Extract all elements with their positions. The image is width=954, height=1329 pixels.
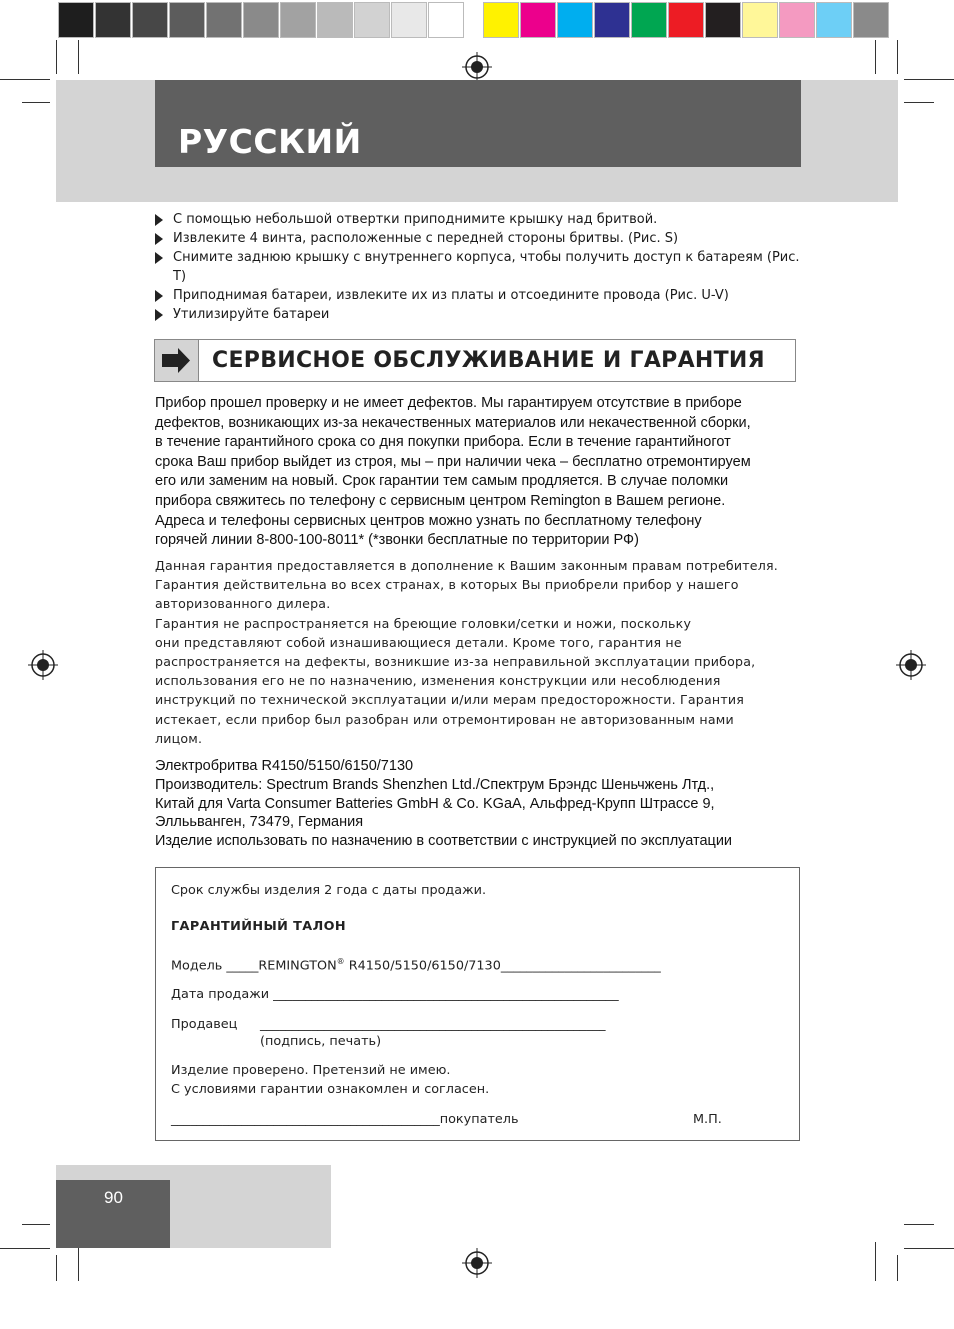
buyer-signature-field: __________________________________________покупатель xyxy=(171,1112,519,1127)
color-swatch xyxy=(483,2,519,38)
color-swatch xyxy=(95,2,131,38)
crop-mark xyxy=(22,1224,50,1225)
section-title: СЕРВИСНОЕ ОБСЛУЖИВАНИЕ И ГАРАНТИЯ xyxy=(212,348,765,373)
product-info-paragraph: Электробритва R4150/5150/6150/7130 Производитель: Spectrum Brands Shenzhen Ltd./Спектрум Брэндс Шеньчжень Лтд., Китай для Varta Consumer Batteries GmbH & Co. KGaA, Альфред-Крупп Штрассе 9, Эллььванген, 73479, Германия Изделие использовать по назначению в соответствии с инструкцией по эксплуатации xyxy=(155,758,733,850)
stamp-label: М.П. xyxy=(693,1112,722,1127)
color-swatch xyxy=(668,2,704,38)
registration-mark-icon xyxy=(28,650,58,680)
model-field: Модель _____REMINGTON® R4150/5150/6150/7130_________________________ xyxy=(171,957,661,974)
crop-mark xyxy=(875,40,876,74)
color-swatch xyxy=(705,2,741,38)
color-swatch xyxy=(520,2,556,38)
service-life-text: Срок службы изделия 2 года с даты продажи. xyxy=(171,883,487,898)
color-swatch xyxy=(853,2,889,38)
arrow-right-icon xyxy=(155,340,198,381)
warranty-card xyxy=(155,867,800,1141)
crop-mark xyxy=(56,40,57,74)
color-swatch xyxy=(317,2,353,38)
color-swatch-strip xyxy=(483,2,890,38)
triangle-bullet-icon xyxy=(155,252,163,264)
color-swatch xyxy=(354,2,390,38)
registration-mark-icon xyxy=(462,1248,492,1278)
page-title: РУССКИЙ xyxy=(178,122,362,161)
checked-text: Изделие проверено. Претензий не имею. xyxy=(171,1063,451,1078)
consumer-rights-paragraph: Данная гарантия предоставляется в дополнение к Вашим законным правам потребителя. Гарантия действительна во всех странах, в которых Вы приобрели прибор у нашего авторизованного дилера. Гарантия не распространяется на бреющие головки/сетки и ножи, поскольку они представляют собой изнашивающиеся детали. Кроме того, гарантия не распространяется на дефекты, возникшие из-за неправильной эксплуатации прибора, использования его не по назначению, изменения конструкции или несоблюдения инструкций по технической эксплуатации и/или мерам предосторожности. Гарантия истекает, если прибор был разобран или отремонтирован не авторизованным нами лицом. xyxy=(155,558,778,746)
crop-mark xyxy=(56,1255,57,1281)
color-swatch xyxy=(391,2,427,38)
warranty-card-title: ГАРАНТИЙНЫЙ ТАЛОН xyxy=(171,919,346,934)
crop-mark xyxy=(904,102,934,103)
color-swatch xyxy=(779,2,815,38)
seller-field: ______________________________________________________ xyxy=(260,1017,606,1032)
section-heading-box xyxy=(154,339,796,382)
triangle-bullet-icon xyxy=(155,233,163,245)
triangle-bullet-icon xyxy=(155,290,163,302)
color-swatch xyxy=(206,2,242,38)
list-item: Снимите заднюю крышку с внутреннего корпуса, чтобы получить доступ к батареям (Рис. T) xyxy=(155,248,805,286)
gray-swatch-strip xyxy=(58,2,465,38)
color-swatch xyxy=(594,2,630,38)
warranty-paragraph: Прибор прошел проверку и не имеет дефектов. Мы гарантируем отсутствие в приборе дефектов, возникающих из-за некачественных материалов или некачественной сборки, в течение гарантийного срока со дня покупки прибора. Если в течение гарантийногот срока Ваш прибор выйдет из строя, мы – при наличии чека – бесплатно отремонтируем его или заменим на новый. Срок гарантии тем самым продляется. В случае поломки прибора свяжитесь по телефону с сервисным центром Remington в Вашем регионе. Адреса и телефоны сервисных центров можно узнать по бесплатному телефону горячей линии 8-800-100-8011* (*звонки бесплатные по территории РФ) xyxy=(155,395,751,549)
section-arrow-box xyxy=(155,340,199,381)
color-swatch xyxy=(816,2,852,38)
crop-mark xyxy=(78,40,79,74)
instruction-list xyxy=(155,210,805,324)
crop-mark xyxy=(22,102,50,103)
crop-mark xyxy=(904,1248,954,1249)
crop-mark xyxy=(897,40,898,74)
list-item: Извлеките 4 винта, расположенные с передней стороны бритвы. (Рис. S) xyxy=(155,229,805,248)
seller-note: (подпись, печать) xyxy=(260,1034,382,1049)
sale-date-field: Дата продажи ______________________________________________________ xyxy=(171,987,619,1002)
crop-mark xyxy=(875,1242,876,1281)
color-swatch xyxy=(58,2,94,38)
triangle-bullet-icon xyxy=(155,309,163,321)
agreed-text: С условиями гарантии ознакомлен и согласен. xyxy=(171,1082,490,1097)
color-swatch xyxy=(132,2,168,38)
crop-mark xyxy=(0,79,50,80)
color-swatch xyxy=(557,2,593,38)
color-swatch xyxy=(243,2,279,38)
crop-mark xyxy=(904,1224,934,1225)
color-swatch xyxy=(742,2,778,38)
color-swatch xyxy=(428,2,464,38)
registration-mark-icon xyxy=(462,52,492,82)
list-item: Приподнимая батареи, извлеките их из платы и отсоедините провода (Рис. U-V) xyxy=(155,286,805,305)
seller-label: Продавец xyxy=(171,1017,238,1032)
crop-mark xyxy=(904,79,954,80)
color-swatch xyxy=(169,2,205,38)
crop-mark xyxy=(0,1248,50,1249)
list-item: С помощью небольшой отвертки приподнимите крышку над бритвой. xyxy=(155,210,805,229)
color-swatch xyxy=(631,2,667,38)
triangle-bullet-icon xyxy=(155,214,163,226)
crop-mark xyxy=(897,1255,898,1281)
registration-mark-icon xyxy=(896,650,926,680)
page-number: 90 xyxy=(104,1188,123,1207)
color-swatch xyxy=(280,2,316,38)
list-item: Утилизируйте батареи xyxy=(155,305,805,324)
